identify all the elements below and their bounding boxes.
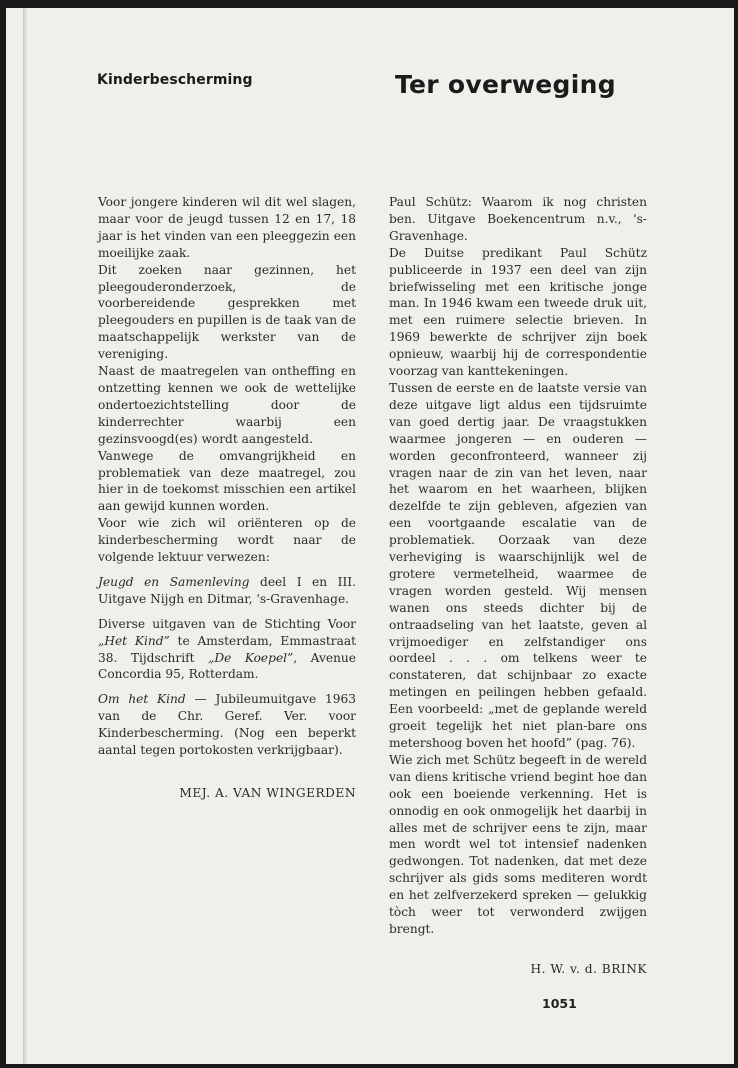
right-column (389, 194, 647, 978)
page-number: 1051 (542, 996, 577, 1011)
paragraph: De Duitse predikant Paul Schütz publiceerde in 1937 een deel van zijn briefwisseling met een kritische jonge man. In 1946 kwam een tweede druk uit, met een ruimere selectie brieven. In 1969 bewerkte de schrijver zijn boek opnieuw, waarbij hij de correspondentie voorzag van kanttekeningen. (389, 245, 647, 379)
paragraph: Voor wie zich wil oriënteren op de kinderbescherming wordt naar de volgende lektuur verwezen: (98, 516, 356, 565)
paragraph: Voor jongere kinderen wil dit wel slagen, maar voor de jeugd tussen 12 en 17, 18 jaar is het vinden van een pleeggezin een moeilijke zaak. (98, 195, 356, 260)
reference-title: „De Koepel” (208, 650, 294, 665)
section-label: Kinderbescherming (97, 72, 253, 88)
reference-item: Diverse uitgaven van de Stichting Voor „Het Kind” te Amsterdam, Emmastraat 38. Tijdschrift „De Koepel”, Avenue Concordia 95, Rotterdam. (98, 616, 357, 682)
paragraph: Naast de maatregelen van ontheffing en ontzetting kennen we ook de wettelijke ondertoezichtstelling door de kinderrechter waarbij een gezinsvoogd(es) wordt aangesteld. (98, 364, 356, 446)
paragraph: Tussen de eerste en de laatste versie van deze uitgave ligt aldus een tijdsruimte van goed dertig jaar. De vraagstukken waarmee jongeren — en ouderen — worden geconfronteerd, wanneer zij vragen naar de zin van het leven, naar het waarom en het waarheen, blijken dezelfde te zijn gebleven, afgezien van een voortgaande escalatie van de problematiek. Oorzaak van deze verheviging is waarschijnlijk wel de grotere vermetelheid, waarmee de vragen worden gesteld. Wij mensen wanen ons steeds dichter bij de ontraadseling van het laatste, geven al vrijmoediger en zelfstandiger ons oordeel . . . om telkens weer te constateren, dat schijnbaar zo exacte metingen en peilingen hebben gefaald. Een voorbeeld: „met de geplande wereld groeit tegelijk het niet plan-bare ons metershoog boven het hoofd” (pag. 76). (389, 380, 647, 750)
reference-title: „Het Kind” (98, 633, 170, 648)
paragraph: Dit zoeken naar gezinnen, het pleegouderonderzoek, de voorbereidende gesprekken met pleegouders en pupillen is de taak van de maatschappelijk werkster van de vereniging. (98, 262, 356, 362)
page (6, 8, 734, 1064)
author-signature: H. W. v. d. BRINK (530, 961, 647, 976)
paragraph: Wie zich met Schütz begeeft in de wereld van diens kritische vriend begint hoe dan ook een boeiende verkenning. Het is onnodig en ook onmogelijk het daarbij in alles met de schrijver eens te zijn, maar men wordt wel tot intensief nadenken gedwongen. Tot nadenken, dat met deze schrijver als gids soms mediteren wordt en het zelfverzekerd spreken — gelukkig tòch weer tot verwonderd zwijgen brengt. (389, 752, 647, 936)
left-column (98, 194, 356, 802)
page-title: Ter overweging (395, 70, 616, 99)
reference-item: Om het Kind — Jubileumuitgave 1963 van de Chr. Geref. Ver. voor Kinderbescherming. (Nog een beperkt aantal tegen portokosten verkrijgbaar). (98, 692, 356, 758)
reference-title: Om het Kind (98, 692, 186, 707)
paragraph: Vanwege de omvangrijkheid en problematiek van deze maatregel, zou hier in de toekomst misschien een artikel aan gewijd kunnen worden. (98, 448, 356, 514)
book-citation: Paul Schütz: Waarom ik nog christen ben. Uitgave Boekencentrum n.v., 's-Gravenhage. (389, 195, 647, 243)
author-signature: MEJ. A. VAN WINGERDEN (179, 786, 356, 800)
reference-item: Jeugd en Samenleving deel I en III. Uitgave Nijgh en Ditmar, 's-Gravenhage. (98, 574, 356, 606)
page-gutter (23, 8, 27, 1064)
reference-title: Jeugd en Samenleving (98, 574, 250, 589)
